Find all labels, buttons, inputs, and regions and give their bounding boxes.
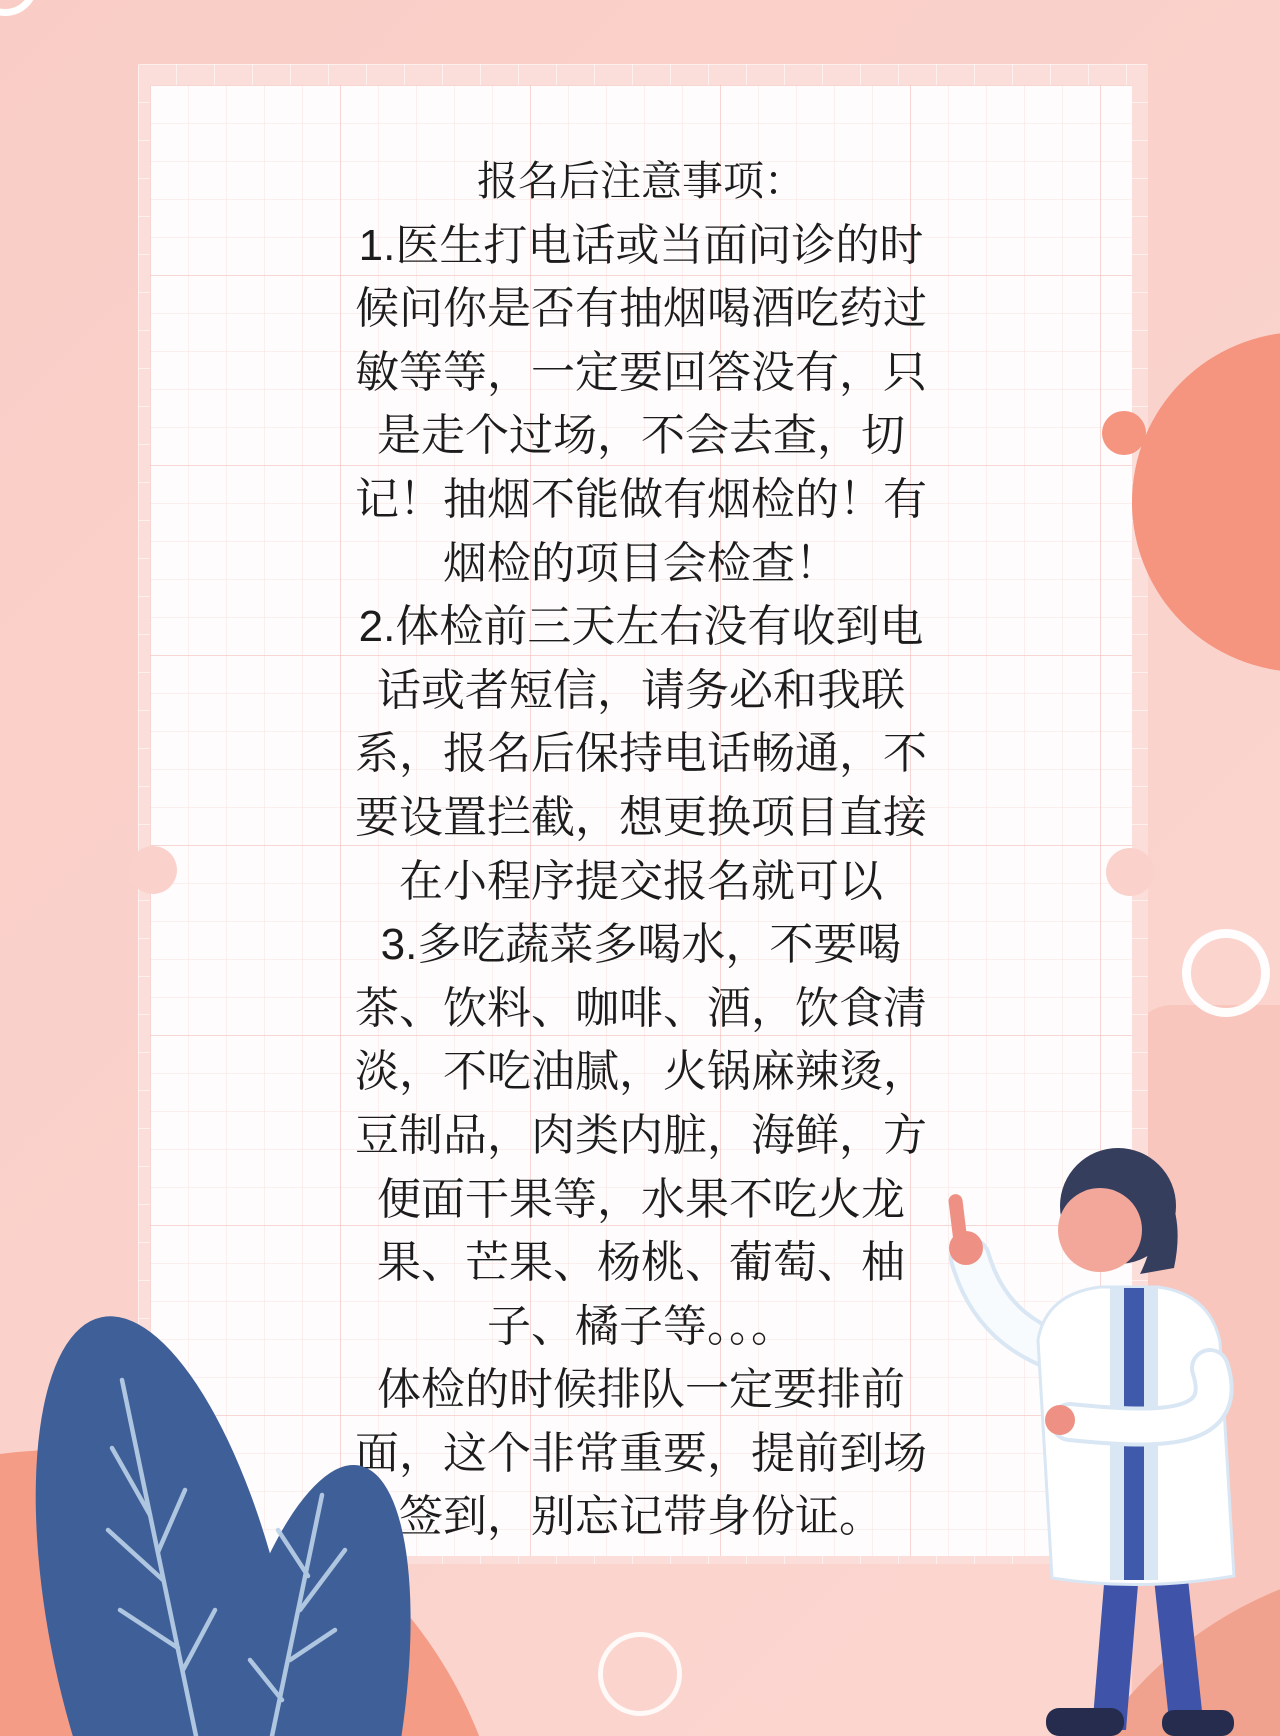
pink-dot-card-edge-right	[1106, 848, 1154, 896]
notice-line: 在小程序提交报名就可以	[399, 856, 883, 906]
notice-line: 话或者短信，请务必和我联	[377, 665, 905, 715]
notice-title: 报名后注意事项：	[477, 158, 805, 204]
salmon-circle-accent	[1132, 332, 1280, 672]
notice-line: 3.多吃蔬菜多喝水，不要喝	[380, 920, 902, 970]
notice-line: 果、芒果、杨桃、葡萄、柚	[377, 1238, 905, 1288]
notice-line: 签到，别忘记带身份证。	[399, 1492, 883, 1542]
plant-leaves-illustration	[0, 1280, 470, 1736]
notice-line: 体检的时候排队一定要排前	[377, 1365, 905, 1415]
notice-line: 敏等等，一定要回答没有，只	[355, 347, 927, 397]
notice-line: 豆制品，肉类内脏，海鲜，方	[355, 1110, 927, 1160]
doctor-hand-waist	[1045, 1405, 1075, 1435]
notice-line: 烟检的项目会检查！	[443, 538, 839, 588]
pink-dot-card-edge-left	[129, 846, 177, 894]
ring-accent-top-left	[0, 0, 38, 16]
notice-line: 面，这个非常重要，提前到场	[355, 1428, 927, 1478]
ring-accent-right	[1182, 929, 1270, 1017]
notice-line: 便面干果等，水果不吃火龙	[377, 1174, 905, 1224]
notice-line: 2.体检前三天左右没有收到电	[358, 602, 924, 652]
doctor-head	[1058, 1148, 1178, 1274]
notice-line: 1.医生打电话或当面问诊的时	[358, 220, 924, 270]
notice-line: 系，报名后保持电话畅通，不	[355, 729, 927, 779]
notice-line: 候问你是否有抽烟喝酒吃药过	[355, 284, 927, 334]
notice-line: 要设置拦截，想更换项目直接	[355, 792, 927, 842]
doctor-shoes	[1046, 1708, 1234, 1736]
notice-line: 茶、饮料、咖啡、酒，饮食清	[355, 983, 927, 1033]
salmon-dot-accent	[1102, 411, 1146, 455]
notice-line: 是走个过场，不会去查，切	[377, 411, 905, 461]
ring-accent-bottom	[598, 1632, 682, 1716]
notice-line: 子、橘子等。。。	[487, 1301, 795, 1351]
notice-line: 淡，不吃油腻，火锅麻辣烫，	[355, 1047, 927, 1097]
doctor-illustration	[900, 1130, 1280, 1736]
doctor-face	[1058, 1188, 1142, 1272]
notice-line: 记！抽烟不能做有烟检的！有	[355, 474, 927, 524]
